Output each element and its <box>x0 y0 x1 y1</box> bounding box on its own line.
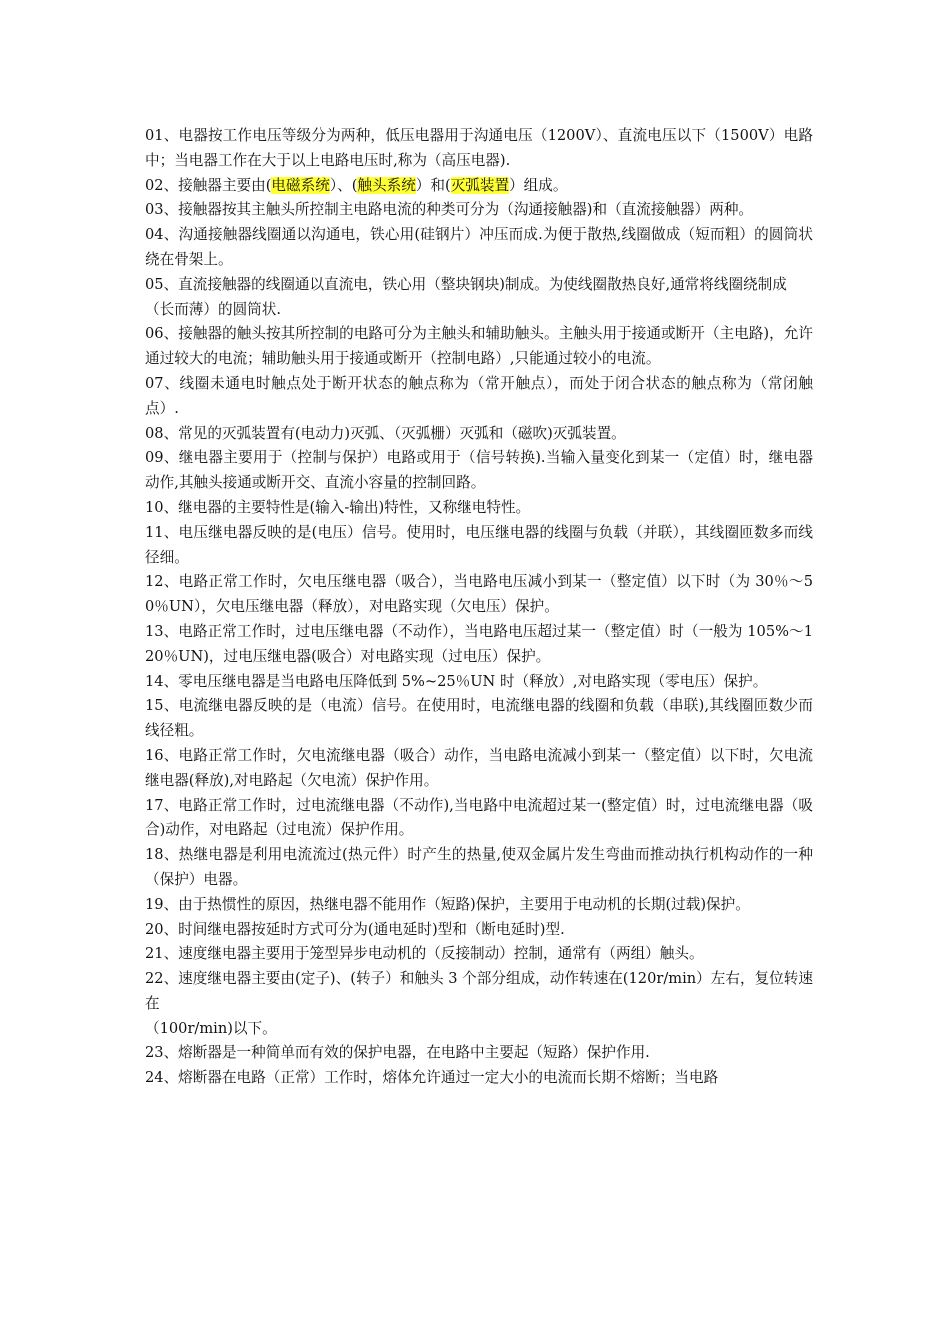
paragraph-text: 02、接触器主要由( <box>145 176 272 194</box>
paragraph-text: ）、( <box>329 176 358 194</box>
paragraph-text: 13、电路正常工作时，过电压继电器（不动作），当电路电压超过某一（整定值）时（一般为 105%～120％UN)，过电压继电器(吸合）对电路实现（过电压）保护。 <box>145 622 813 665</box>
paragraph-text: 01、电器按工作电压等级分为两种，低压电器用于沟通电压（1200V）、直流电压以下（1500V）电路中；当电器工作在大于以上电路电压时,称为（高压电器). <box>145 127 813 169</box>
paragraph-text: 07、线圈未通电时触点处于断开状态的触点称为（常开触点），而处于闭合状态的触点称为（常闭触点）. <box>145 374 813 417</box>
highlighted-text: 灭弧装置 <box>450 176 510 194</box>
paragraph <box>145 322 813 372</box>
paragraph-text: 03、接触器按其主触头所控制主电路电流的种类可分为（沟通接触器)和（直流接触器）两种。 <box>145 201 754 219</box>
paragraph <box>145 893 813 918</box>
paragraph <box>145 422 813 447</box>
paragraph <box>145 670 813 695</box>
paragraph <box>145 198 813 223</box>
paragraph-text: 10、继电器的主要特性是(输入-输出)特性，又称继电特性。 <box>145 498 531 516</box>
paragraph-text: 09、继电器主要用于（控制与保护）电路或用于（信号转换).当输入量变化到某一（定值）时，继电器动作,其触头接通或断开交、直流小容量的控制回路。 <box>145 449 813 492</box>
paragraph <box>145 744 813 794</box>
paragraph <box>145 124 813 174</box>
paragraph <box>145 942 813 967</box>
highlighted-text: 电磁系统 <box>271 176 330 194</box>
paragraph <box>145 521 813 571</box>
paragraph-text: （长而薄）的圆筒状. <box>145 300 281 318</box>
document-body <box>145 124 813 1091</box>
paragraph <box>145 1017 813 1042</box>
paragraph <box>145 694 813 744</box>
paragraph-text: 11、电压继电器反映的是(电压）信号。使用时，电压继电器的线圈与负载（并联），其线圈匝数多而线径细。 <box>145 523 813 566</box>
paragraph-text: ）和( <box>415 176 451 194</box>
paragraph-text: 06、接触器的触头按其所控制的电路可分为主触头和辅助触头。主触头用于接通或断开（主电路)，允许通过较大的电流；辅助触头用于接通或断开（控制电路）,只能通过较小的电流。 <box>145 325 813 368</box>
paragraph-text: 12、电路正常工作时，欠电压继电器（吸合），当电路电压减小到某一（整定值）以下时（为 30％～50％UN），欠电压继电器（释放），对电路实现（欠电压）保护。 <box>145 573 813 616</box>
paragraph-text: 15、电流继电器反映的是（电流）信号。在使用时，电流继电器的线圈和负载（串联),其线圈匝数少而线径粗。 <box>145 697 813 740</box>
paragraph <box>145 298 813 323</box>
paragraph-text: 04、沟通接触器线圈通以沟通电，铁心用(硅钢片）冲压而成.为便于散热,线圈做成（短而粗）的圆筒状绕在骨架上。 <box>145 226 813 268</box>
paragraph <box>145 372 813 422</box>
paragraph-text: （100r/min)以下。 <box>145 1019 277 1037</box>
paragraph <box>145 843 813 893</box>
paragraph-text: 14、零电压继电器是当电路电压降低到 5%~25％UN 时（释放）,对电路实现（零电压）保护。 <box>145 672 768 690</box>
paragraph-text: 21、速度继电器主要用于笼型异步电动机的（反接制动）控制，通常有（两组）触头。 <box>145 945 704 963</box>
highlighted-text: 触头系统 <box>357 176 416 194</box>
paragraph-text: 19、由于热惯性的原因，热继电器不能用作（短路)保护，主要用于电动机的长期(过载)保护。 <box>145 895 750 913</box>
paragraph <box>145 1041 813 1066</box>
paragraph-text: 22、速度继电器主要由(定子)、(转子）和触头 3 个部分组成，动作转速在(120r/min）左右，复位转速在 <box>145 970 813 1012</box>
paragraph <box>145 570 813 620</box>
paragraph <box>145 223 813 273</box>
paragraph <box>145 967 813 1017</box>
paragraph-text: 20、时间继电器按延时方式可分为(通电延时)型和（断电延时)型. <box>145 920 565 938</box>
paragraph-text: 24、熔断器在电路（正常）工作时，熔体允许通过一定大小的电流而长期不熔断；当电路 <box>145 1069 719 1087</box>
paragraph-text: 23、熔断器是一种简单而有效的保护电器，在电路中主要起（短路）保护作用. <box>145 1044 650 1062</box>
paragraph-text: 16、电路正常工作时，欠电流继电器（吸合）动作，当电路电流减小到某一（整定值）以下时，欠电流继电器(释放),对电路起（欠电流）保护作用。 <box>145 746 813 789</box>
paragraph-text: ）组成。 <box>509 176 568 194</box>
paragraph <box>145 496 813 521</box>
paragraph <box>145 794 813 844</box>
paragraph-text: 08、常见的灭弧装置有(电动力)灭弧、（灭弧栅）灭弧和（磁吹)灭弧装置。 <box>145 424 626 442</box>
paragraph <box>145 1066 813 1091</box>
paragraph <box>145 446 813 496</box>
paragraph <box>145 273 813 298</box>
paragraph <box>145 174 813 199</box>
paragraph-text: 17、电路正常工作时，过电流继电器（不动作),当电路中电流超过某一(整定值）时，过电流继电器（吸合)动作，对电路起（过电流）保护作用。 <box>145 796 813 839</box>
paragraph-text: 18、热继电器是利用电流流过(热元件）时产生的热量,使双金属片发生弯曲而推动执行机构动作的一种（保护）电器。 <box>145 846 813 888</box>
paragraph-text: 05、直流接触器的线圈通以直流电，铁心用（整块钢块)制成。为使线圈散热良好,通常将线圈绕制成 <box>145 275 787 293</box>
paragraph <box>145 620 813 670</box>
paragraph <box>145 918 813 943</box>
